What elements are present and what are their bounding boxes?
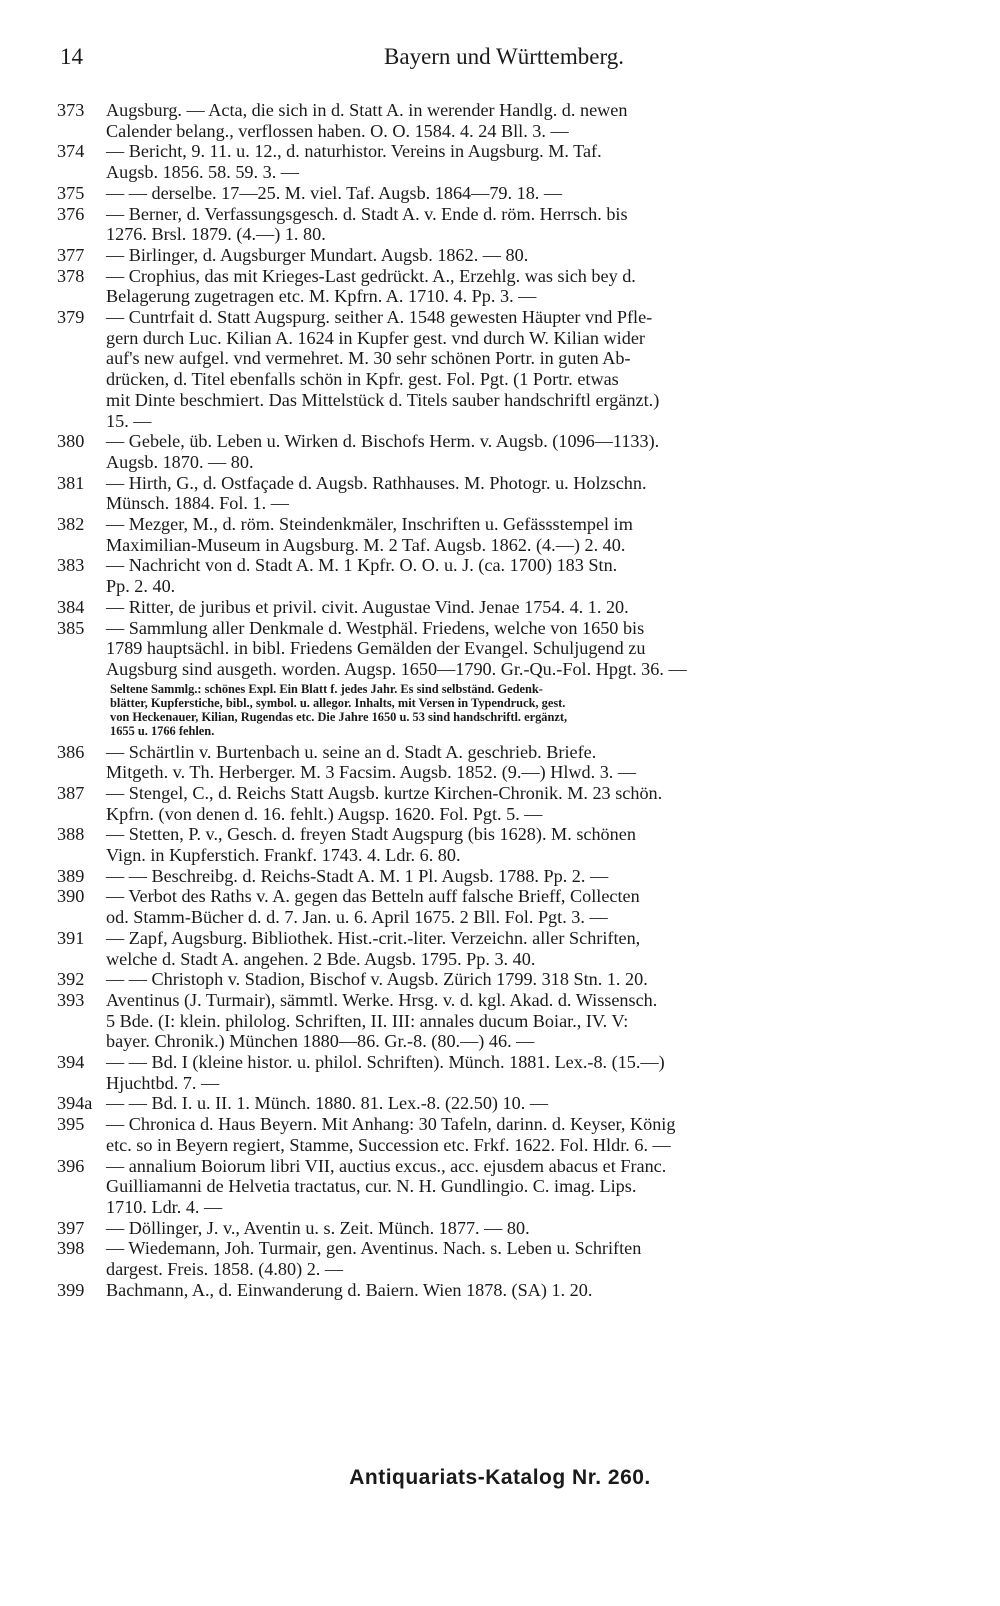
- entry-line: dargest. Freis. 1858. (4.80) 2. —: [106, 1259, 344, 1280]
- entry-line: — Mezger, M., d. röm. Steindenkmäler, Inschriften u. Gefässstempel im: [106, 514, 633, 535]
- entry-text: [106, 824, 948, 865]
- entry-line: — Stengel, C., d. Reichs Statt Augsb. kurtze Kirchen-Chronik. M. 23 schön.: [106, 782, 663, 803]
- entry-line: — Crophius, das mit Krieges-Last gedrückt. A., Erzehlg. was sich bey d.: [106, 265, 636, 286]
- entry-line: Bachmann, A., d. Einwanderung d. Baiern. Wien 1878. (SA) 1. 20.: [106, 1279, 593, 1300]
- entry-line: welche d. Stadt A. angehen. 2 Bde. Augsb. 1795. Pp. 3. 40.: [106, 948, 536, 969]
- catalog-entry: [0, 969, 1000, 990]
- entry-line: Guilliamanni de Helvetia tractatus, cur. N. H. Gundlingio. C. imag. Lips.: [106, 1176, 637, 1197]
- entry-line: auf's new aufgel. vnd vermehret. M. 30 sehr schönen Portr. in guten Ab-: [106, 348, 631, 369]
- entry-line: — — derselbe. 17—25. M. viel. Taf. Augsb. 1864—79. 18. —: [106, 182, 563, 203]
- entry-number: 398: [57, 1238, 85, 1259]
- entry-text: [106, 1280, 948, 1301]
- entry-line: — Bericht, 9. 11. u. 12., d. naturhistor. Vereins in Augsburg. M. Taf.: [106, 141, 602, 162]
- entry-text: [106, 928, 948, 969]
- entry-line: Mitgeth. v. Th. Herberger. M. 3 Facsim. Augsb. 1852. (9.—) Hlwd. 3. —: [106, 762, 637, 783]
- entry-line: — Hirth, G., d. Ostfaçade d. Augsb. Rathhauses. M. Photogr. u. Holzschn.: [106, 472, 647, 493]
- entry-text: [106, 183, 948, 204]
- catalog-entry: [0, 1238, 1000, 1279]
- catalog-entry: [0, 473, 1000, 514]
- entry-text: [106, 307, 948, 431]
- entry-text: [106, 1114, 948, 1155]
- entry-line: Augsburg sind ausgeth. worden. Augsp. 1650—1790. Gr.-Qu.-Fol. Hpgt. 36. —: [106, 658, 687, 679]
- catalog-entry: [0, 1052, 1000, 1093]
- entry-line: — Chronica d. Haus Beyern. Mit Anhang: 30 Tafeln, darinn. d. Keyser, König: [106, 1114, 676, 1135]
- entry-line: — — Bd. I (kleine histor. u. philol. Schriften). Münch. 1881. Lex.-8. (15.—): [106, 1052, 665, 1073]
- entry-line: Münsch. 1884. Fol. 1. —: [106, 493, 289, 514]
- catalog-entry: [0, 866, 1000, 887]
- entry-number: 395: [57, 1114, 85, 1135]
- entry-line: etc. so in Beyern regiert, Stamme, Succession etc. Frkf. 1622. Fol. Hldr. 6. —: [106, 1134, 671, 1155]
- entry-line: mit Dinte beschmiert. Das Mittelstück d. Titels sauber handschriftl ergänzt.): [106, 389, 660, 410]
- entry-number: 390: [57, 886, 85, 907]
- entry-number: 379: [57, 307, 85, 328]
- entry-line: drücken, d. Titel ebenfalls schön in Kpfr. gest. Fol. Pgt. (1 Portr. etwas: [106, 369, 619, 390]
- entry-line: — Nachricht von d. Stadt A. M. 1 Kpfr. O. O. u. J. (ca. 1700) 183 Stn.: [106, 555, 618, 576]
- entry-text: [106, 969, 948, 990]
- entry-line: 1276. Brsl. 1879. (4.—) 1. 80.: [106, 224, 326, 245]
- catalog-entry: [0, 141, 1000, 182]
- entry-line: Pp. 2. 40.: [106, 576, 176, 597]
- entry-line: von Heckenauer, Kilian, Rugendas etc. Die Jahre 1650 u. 53 sind handschriftl. ergänzt,: [110, 710, 568, 725]
- entry-text: [106, 266, 948, 307]
- catalog-entry: [0, 886, 1000, 927]
- entry-text: [106, 866, 948, 887]
- entry-text: [106, 1238, 948, 1279]
- entry-line: — Verbot des Raths v. A. gegen das Betteln auff falsche Brieff, Collecten: [106, 886, 640, 907]
- entry-line: — — Christoph v. Stadion, Bischof v. Augsb. Zürich 1799. 318 Stn. 1. 20.: [106, 969, 648, 990]
- entry-line: — annalium Boiorum libri VII, auctius excus., acc. ejusdem abacus et Franc.: [106, 1155, 667, 1176]
- entry-text: [106, 1052, 948, 1093]
- entry-line: Belagerung zugetragen etc. M. Kpfrn. A. 1710. 4. Pp. 3. —: [106, 286, 537, 307]
- entry-number: 383: [57, 555, 85, 576]
- entry-number: 396: [57, 1155, 85, 1176]
- entry-number: 391: [57, 927, 85, 948]
- entry-price: 15. —: [106, 410, 152, 431]
- entry-line: Hjuchtbd. 7. —: [106, 1072, 220, 1093]
- entry-number: 373: [57, 100, 85, 120]
- catalog-entry: [0, 783, 1000, 824]
- entry-line: — Stetten, P. v., Gesch. d. freyen Stadt Augspurg (bis 1628). M. schönen: [106, 824, 636, 845]
- entry-text: [106, 245, 948, 266]
- page-number: 14: [60, 44, 83, 69]
- entry-line: — Döllinger, J. v., Aventin u. s. Zeit. Münch. 1877. — 80.: [106, 1217, 530, 1238]
- entry-number: 397: [57, 1217, 85, 1238]
- catalog-entry: [0, 1280, 1000, 1301]
- entry-text: [106, 431, 948, 472]
- entry-line: — — Beschreibg. d. Reichs-Stadt A. M. 1 Pl. Augsb. 1788. Pp. 2. —: [106, 865, 609, 886]
- entry-line: bayer. Chronik.) München 1880—86. Gr.-8. (80.—) 46. —: [106, 1031, 535, 1052]
- entry-text: [106, 1156, 948, 1218]
- entry-line: Seltene Sammlg.: schönes Expl. Ein Blatt f. jedes Jahr. Es sind selbständ. Gedenk-: [110, 681, 543, 696]
- entry-number: 389: [57, 865, 85, 886]
- entry-line: Vign. in Kupferstich. Frankf. 1743. 4. Ldr. 6. 80.: [106, 845, 461, 866]
- entry-number: 394a: [57, 1093, 93, 1114]
- entry-line: Aventinus (J. Turmair), sämmtl. Werke. Hrsg. v. d. kgl. Akad. d. Wissensch.: [106, 989, 658, 1010]
- catalog-entry: [0, 824, 1000, 865]
- entry-number: 393: [57, 989, 85, 1010]
- catalog-entry: [0, 618, 1000, 680]
- entry-line: gern durch Luc. Kilian A. 1624 in Kupfer gest. vnd durch W. Kilian wider: [106, 327, 645, 348]
- entry-line: 5 Bde. (I: klein. philolog. Schriften, II. III: annales ducum Boiar., IV. V:: [106, 1010, 629, 1031]
- entry-text: [106, 742, 948, 783]
- catalog-entry: [0, 742, 1000, 783]
- entry-text: [106, 141, 948, 182]
- entry-text: [106, 990, 948, 1052]
- entry-line: Augsb. 1870. — 80.: [106, 451, 254, 472]
- entry-line: Maximilian-Museum in Augsburg. M. 2 Taf. Augsb. 1862. (4.—) 2. 40.: [106, 534, 626, 555]
- entry-text: [106, 1093, 948, 1114]
- entry-text: [106, 514, 948, 555]
- entry-line: Augsburg. — Acta, die sich in d. Statt A. in werender Handlg. d. newen: [106, 100, 628, 120]
- entry-line: blätter, Kupferstiche, bibl., symbol. u. allegor. Inhalts, mit Versen in Typendruck, gest.: [110, 695, 566, 710]
- catalog-entry: [0, 1156, 1000, 1218]
- entry-text: [106, 100, 948, 141]
- catalog-entry: [0, 266, 1000, 307]
- entry-number: 377: [57, 244, 85, 265]
- catalog-entry: [0, 100, 1000, 141]
- entry-line: Calender belang., verflossen haben. O. O. 1584. 4. 24 Bll. 3. —: [106, 120, 569, 141]
- entry-line: — Zapf, Augsburg. Bibliothek. Hist.-crit.-liter. Verzeichn. aller Schriften,: [106, 927, 641, 948]
- entry-text: [106, 555, 948, 596]
- entry-number: 378: [57, 265, 85, 286]
- catalog-entry: [0, 555, 1000, 596]
- entry-text: [110, 682, 948, 739]
- entry-note: [0, 682, 1000, 739]
- entry-line: 1710. Ldr. 4. —: [106, 1196, 223, 1217]
- catalog-entry: [0, 514, 1000, 555]
- entry-number: 376: [57, 203, 85, 224]
- entry-number: 388: [57, 824, 85, 845]
- entry-text: [106, 886, 948, 927]
- catalog-footer: Antiquariats-Katalog Nr. 260.: [349, 1466, 651, 1489]
- entry-text: [106, 473, 948, 514]
- entry-line: — Berner, d. Verfassungsgesch. d. Stadt A. v. Ende d. röm. Herrsch. bis: [106, 203, 628, 224]
- entry-number: 385: [57, 617, 85, 638]
- entry-text: [106, 204, 948, 245]
- entry-text: [106, 618, 948, 680]
- entry-line: od. Stamm-Bücher d. d. 7. Jan. u. 6. April 1675. 2 Bll. Fol. Pgt. 3. —: [106, 907, 608, 928]
- entry-line: — Wiedemann, Joh. Turmair, gen. Aventinus. Nach. s. Leben u. Schriften: [106, 1238, 642, 1259]
- entry-line: — Gebele, üb. Leben u. Wirken d. Bischofs Herm. v. Augsb. (1096—1133).: [106, 431, 660, 452]
- catalog-entry: [0, 1093, 1000, 1114]
- entry-number: 392: [57, 969, 85, 990]
- running-title: Bayern und Württemberg.: [384, 44, 624, 69]
- entry-number: 380: [57, 431, 85, 452]
- catalog-entry: [0, 431, 1000, 472]
- catalog-entry: [0, 597, 1000, 618]
- catalog-entries: [0, 100, 1000, 1300]
- entry-line: — — Bd. I. u. II. 1. Münch. 1880. 81. Lex.-8. (22.50) 10. —: [106, 1093, 549, 1114]
- entry-line: — Birlinger, d. Augsburger Mundart. Augsb. 1862. — 80.: [106, 244, 529, 265]
- catalog-entry: [0, 990, 1000, 1052]
- entry-line: — Schärtlin v. Burtenbach u. seine an d. Stadt A. geschrieb. Briefe.: [106, 741, 597, 762]
- catalog-entry: [0, 183, 1000, 204]
- entry-text: [106, 597, 948, 618]
- entry-line: Augsb. 1856. 58. 59. 3. —: [106, 162, 299, 183]
- entry-line: 1655 u. 1766 fehlen.: [110, 724, 215, 739]
- entry-number: 399: [57, 1279, 85, 1300]
- entry-line: — Ritter, de juribus et privil. civit. Augustae Vind. Jenae 1754. 4. 1. 20.: [106, 596, 629, 617]
- entry-text: [106, 1218, 948, 1239]
- entry-number: 375: [57, 182, 85, 203]
- entry-number: 374: [57, 141, 85, 162]
- entry-text: [106, 783, 948, 824]
- catalog-entry: [0, 928, 1000, 969]
- entry-line: — Cuntrfait d. Statt Augspurg. seither A. 1548 gewesten Häupter vnd Pfle-: [106, 307, 653, 328]
- catalog-entry: [0, 1218, 1000, 1239]
- catalog-entry: [0, 204, 1000, 245]
- entry-number: 387: [57, 782, 85, 803]
- catalog-entry: [0, 245, 1000, 266]
- entry-number: 382: [57, 514, 85, 535]
- entry-line: 1789 hauptsächl. in bibl. Friedens Gemälden der Evangel. Schuljugend zu: [106, 638, 646, 659]
- entry-line: Kpfrn. (von denen d. 16. fehlt.) Augsp. 1620. Fol. Pgt. 5. —: [106, 803, 543, 824]
- catalog-entry: [0, 307, 1000, 431]
- entry-number: 394: [57, 1052, 85, 1073]
- page-header: [60, 44, 948, 74]
- entry-number: 381: [57, 472, 85, 493]
- catalog-entry: [0, 1114, 1000, 1155]
- entry-number: 386: [57, 741, 85, 762]
- entry-number: 384: [57, 596, 85, 617]
- entry-line: — Sammlung aller Denkmale d. Westphäl. Friedens, welche von 1650 bis: [106, 617, 645, 638]
